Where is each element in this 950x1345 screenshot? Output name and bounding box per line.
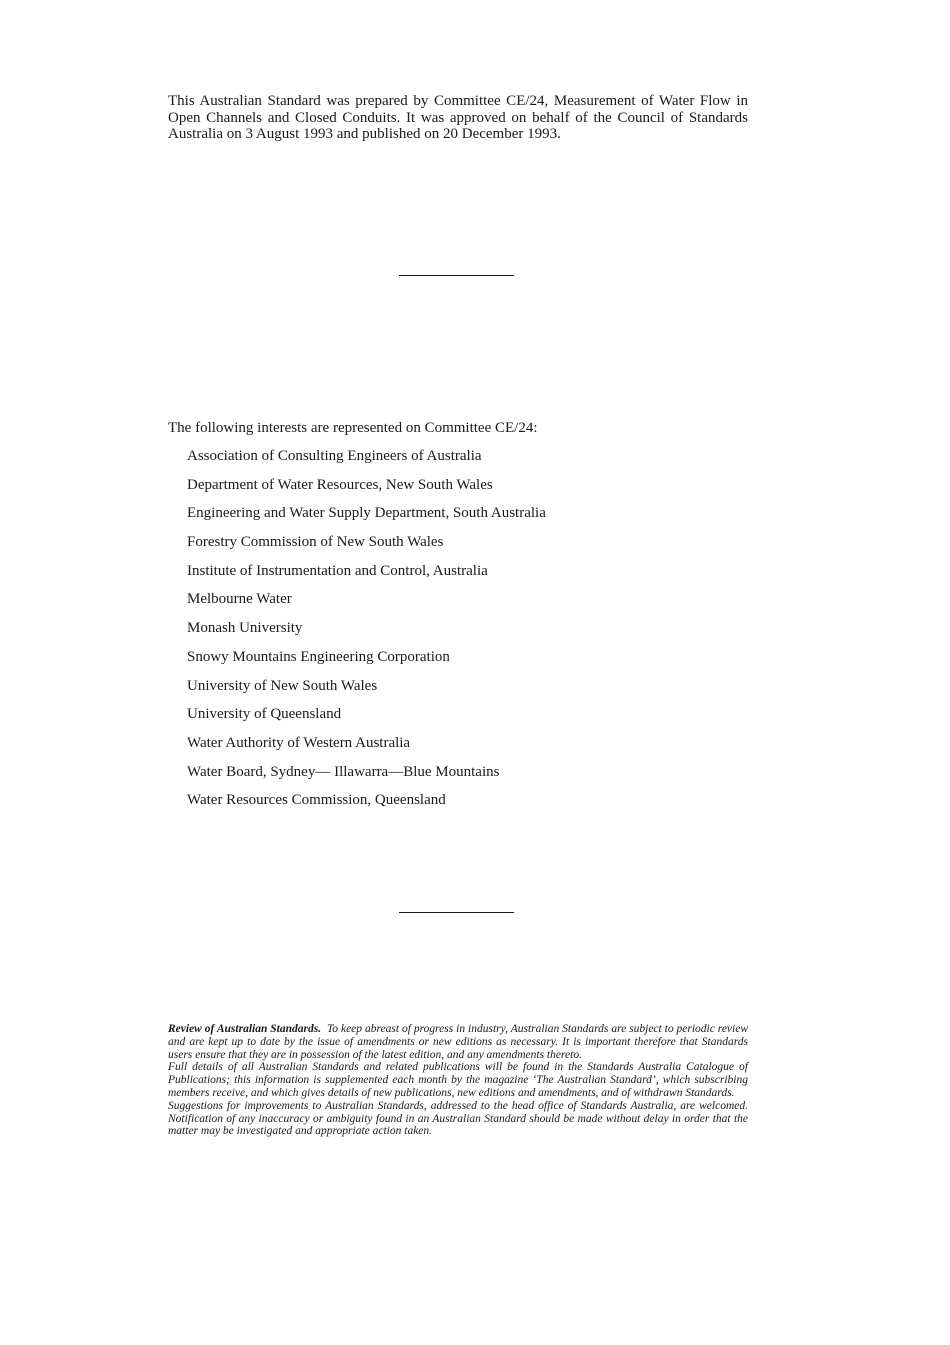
review-text-1: To keep abreast of progress in industry, Australian Standards are subject to periodic review and are kept up to date by the issue of amendments or new editions as necessary. It is important therefore that Standards users ensure that they are in possession of the latest edition, and any amendments thereto.: [168, 1023, 749, 1061]
interests-heading: The following interests are represented on Committee CE/24:: [168, 420, 538, 436]
review-paragraph-3: Suggestions for improvements to Australian Standards, addressed to the head office of Standards Australia, are welcomed. Notification of any inaccuracy or ambiguity found in an Australian Standard should be made without delay in order that the matter may be investigated and appropriate action taken.: [168, 1099, 748, 1138]
review-title: Review of Australian Standards.: [168, 1023, 322, 1035]
list-item: Institute of Instrumentation and Control, Australia: [187, 562, 488, 579]
list-item: Snowy Mountains Engineering Corporation: [187, 648, 450, 665]
section-divider: [399, 912, 514, 913]
list-item: University of New South Wales: [187, 677, 378, 694]
list-item: Water Resources Commission, Queensland: [187, 792, 446, 809]
list-item: Department of Water Resources, New South Wales: [187, 476, 493, 493]
section-divider: [399, 275, 514, 276]
list-item: Forestry Commission of New South Wales: [187, 534, 444, 551]
review-paragraph-1: [168, 1023, 748, 1061]
preparation-statement: This Australian Standard was prepared by Committee CE/24, Measurement of Water Flow in Open Channels and Closed Conduits. It was approved on behalf of the Council of Standards Australia on 3 August 1993 and published on 20 December 1993.: [168, 93, 748, 142]
list-item: Water Board, Sydney— Illawarra—Blue Mountains: [187, 763, 500, 780]
review-notice: [168, 1023, 748, 1138]
list-item: Melbourne Water: [187, 591, 292, 608]
review-paragraph-2: Full details of all Australian Standards and related publications will be found in the Standards Australia Catalogue of Publications; this information is supplemented each month by the magazine ‘The Australian Standard’, which subscribing members receive, and which gives details of new publications, new editions and amendments, and of withdrawn Standards.: [168, 1061, 748, 1099]
list-item: Monash University: [187, 620, 303, 637]
list-item: University of Queensland: [187, 706, 342, 723]
interests-list: [187, 446, 546, 819]
list-item: Water Authority of Western Australia: [187, 734, 411, 751]
list-item: Engineering and Water Supply Department, South Australia: [187, 505, 546, 522]
list-item: Association of Consulting Engineers of Australia: [187, 448, 482, 464]
